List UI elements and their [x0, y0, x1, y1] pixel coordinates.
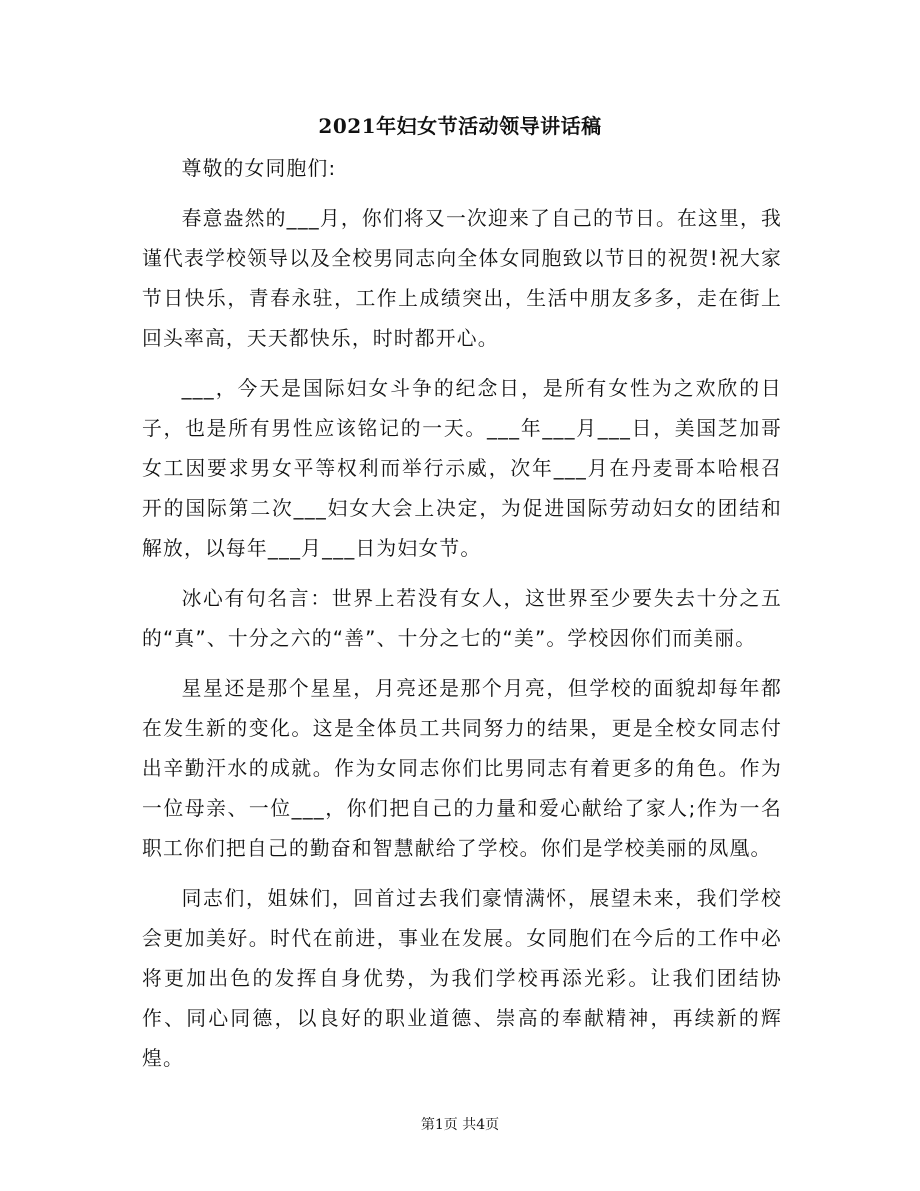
paragraph-4: 星星还是那个星星，月亮还是那个月亮，但学校的面貌却每年都在发生新的变化。这是全体员工共同努力的结果，更是全校女同志付出辛勤汗水的成就。作为女同志你们比男同志有着更多的角色。作为一位母亲、一位___，你们把自己的力量和爱心献给了家人;作为一名职工你们把自己的勤奋和智慧献给了学校。你们是学校美丽的凤凰。: [142, 677, 782, 860]
paragraph-2: ___，今天是国际妇女斗争的纪念日，是所有女性为之欢欣的日子，也是所有男性应该铭记的一天。___年___月___日，美国芝加哥女工因要求男女平等权利而举行示威，次年___月在丹麦哥本哈根召开的国际第二次___妇女大会上决定，为促进国际劳动妇女的团结和解放，以每年___月___日为妇女节。: [142, 377, 782, 560]
page-footer: 第1页 共4页: [420, 1117, 500, 1133]
salutation: 尊敬的女同胞们:: [181, 157, 337, 180]
paragraph-3: 冰心有句名言：世界上若没有女人，这世界至少要失去十分之五的“真”、十分之六的“善”、十分之七的“美”。学校因你们而美丽。: [142, 587, 782, 650]
document-body: [142, 149, 782, 1089]
document-title: 2021年妇女节活动领导讲话稿: [318, 114, 602, 138]
paragraph-5: 同志们，姐妹们，回首过去我们豪情满怀，展望未来，我们学校会更加美好。时代在前进，事业在发展。女同胞们在今后的工作中必将更加出色的发挥自身优势，为我们学校再添光彩。让我们团结协作、同心同德，以良好的职业道德、崇高的奉献精神，再续新的辉煌。: [142, 887, 782, 1070]
paragraph-1: 春意盎然的___月，你们将又一次迎来了自己的节日。在这里，我谨代表学校领导以及全校男同志向全体女同胞致以节日的祝贺!祝大家节日快乐，青春永驻，工作上成绩突出，生活中朋友多多，走在街上回头率高，天天都快乐，时时都开心。: [142, 207, 782, 350]
